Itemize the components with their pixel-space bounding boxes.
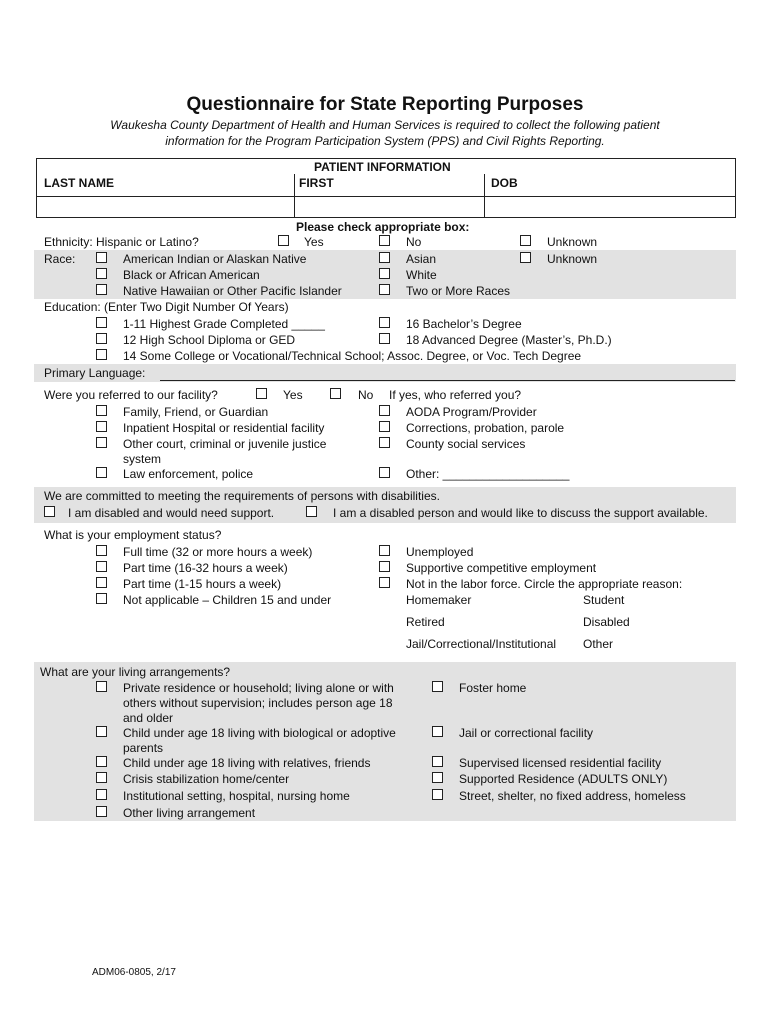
employment-checkbox[interactable] [96, 545, 107, 556]
referral-source-checkbox[interactable] [96, 405, 107, 416]
ethnicity-yes-checkbox[interactable] [278, 235, 289, 246]
living-checkbox[interactable] [96, 789, 107, 800]
education-checkbox[interactable] [96, 333, 107, 344]
education-checkbox[interactable] [96, 349, 107, 360]
disability-support-label: I am disabled and would need support. [68, 506, 275, 520]
employment-reason[interactable]: Disabled [583, 615, 630, 629]
employment-checkbox[interactable] [96, 593, 107, 604]
patient-info-header: PATIENT INFORMATION [314, 160, 451, 174]
living-option: Private residence or household; living alone or with others without supervision; includes person age 18 and older [123, 681, 394, 725]
education-checkbox[interactable] [379, 317, 390, 328]
living-checkbox[interactable] [96, 726, 107, 737]
education-label: Education: (Enter Two Digit Number Of Years) [44, 300, 289, 314]
employment-reason[interactable]: Student [583, 593, 625, 607]
living-option: Foster home [459, 681, 527, 695]
last-name-label: LAST NAME [44, 176, 114, 190]
living-checkbox[interactable] [96, 806, 107, 817]
dob-field[interactable] [488, 199, 732, 215]
first-name-field[interactable] [298, 199, 480, 215]
living-option: Other living arrangement [123, 806, 256, 820]
race-label: Race: [44, 252, 76, 266]
education-checkbox[interactable] [96, 317, 107, 328]
race-option: Native Hawaiian or Other Pacific Islander [123, 284, 342, 298]
instructions: Please check appropriate box: [296, 220, 470, 234]
race-checkbox[interactable] [96, 284, 107, 295]
race-option: Two or More Races [406, 284, 511, 298]
race-option: Asian [406, 252, 437, 266]
ethnicity-no-label: No [406, 235, 422, 249]
primary-language-label: Primary Language: [44, 366, 146, 380]
referral-other-field[interactable]: Other: ___________________ [406, 467, 570, 481]
form-title: Questionnaire for State Reporting Purposes [186, 94, 584, 115]
education-option: 14 Some College or Vocational/Technical School; Assoc. Degree, or Voc. Tech Degree [123, 349, 582, 363]
living-checkbox[interactable] [96, 681, 107, 692]
employment-option: Part time (16-32 hours a week) [123, 561, 288, 575]
subtitle-line-1: Waukesha County Department of Health and Human Services is required to collect the following patient [110, 118, 660, 132]
education-option: 1-11 Highest Grade Completed _____ [123, 317, 325, 331]
ethnicity-no-checkbox[interactable] [379, 235, 390, 246]
race-option: American Indian or Alaskan Native [123, 252, 307, 266]
employment-reason[interactable]: Other [583, 637, 614, 651]
employment-checkbox[interactable] [96, 577, 107, 588]
living-checkbox[interactable] [96, 772, 107, 783]
referral-source: AODA Program/Provider [406, 405, 537, 419]
living-option: Child under age 18 living with biological or adoptive parents [123, 726, 396, 755]
employment-reason[interactable]: Jail/Correctional/Institutional [406, 637, 557, 651]
referral-source: Other court, criminal or juvenile justice system [123, 437, 327, 466]
dob-label: DOB [491, 176, 518, 190]
race-checkbox[interactable] [96, 268, 107, 279]
referral-source-checkbox[interactable] [379, 405, 390, 416]
referral-source: Law enforcement, police [123, 467, 254, 481]
disability-statement: We are committed to meeting the requirements of persons with disabilities. [44, 489, 440, 503]
race-option: Black or African American [123, 268, 260, 282]
race-unknown-checkbox[interactable] [520, 252, 531, 263]
referral-yes-label: Yes [283, 388, 303, 402]
living-checkbox[interactable] [432, 726, 443, 737]
living-checkbox[interactable] [96, 756, 107, 767]
education-checkbox[interactable] [379, 333, 390, 344]
employment-option: Full time (32 or more hours a week) [123, 545, 313, 559]
living-option: Crisis stabilization home/center [123, 772, 290, 786]
living-option: Institutional setting, hospital, nursing home [123, 789, 350, 803]
education-option: 16 Bachelor’s Degree [406, 317, 522, 331]
living-question: What are your living arrangements? [40, 665, 231, 679]
race-option: White [406, 268, 437, 282]
race-checkbox[interactable] [379, 252, 390, 263]
referral-source: Corrections, probation, parole [406, 421, 565, 435]
referral-source-checkbox[interactable] [96, 467, 107, 478]
employment-option: Not in the labor force. Circle the appropriate reason: [406, 577, 683, 591]
education-option: 12 High School Diploma or GED [123, 333, 296, 347]
referral-source-checkbox[interactable] [379, 437, 390, 448]
ethnicity-unknown-label: Unknown [547, 235, 598, 249]
employment-option: Supportive competitive employment [406, 561, 597, 575]
referral-source-checkbox[interactable] [96, 437, 107, 448]
living-checkbox[interactable] [432, 681, 443, 692]
employment-checkbox[interactable] [379, 561, 390, 572]
referral-no-label: No [358, 388, 374, 402]
living-option: Child under age 18 living with relatives, friends [123, 756, 371, 770]
employment-checkbox[interactable] [96, 561, 107, 572]
living-checkbox[interactable] [432, 789, 443, 800]
referral-source-checkbox[interactable] [379, 421, 390, 432]
referral-who-label: If yes, who referred you? [389, 388, 522, 402]
employment-reason[interactable]: Homemaker [406, 593, 472, 607]
disability-support-checkbox[interactable] [44, 506, 55, 517]
referral-source: Family, Friend, or Guardian [123, 405, 269, 419]
living-checkbox[interactable] [432, 756, 443, 767]
referral-no-checkbox[interactable] [330, 388, 341, 399]
living-option: Street, shelter, no fixed address, homeless [459, 789, 686, 803]
employment-option: Part time (1-15 hours a week) [123, 577, 282, 591]
race-unknown-label: Unknown [547, 252, 598, 266]
first-name-label: FIRST [299, 176, 334, 190]
disability-discuss-label: I am a disabled person and would like to discuss the support available. [333, 506, 708, 520]
ethnicity-label: Ethnicity: Hispanic or Latino? [44, 235, 199, 249]
living-checkbox[interactable] [432, 772, 443, 783]
referral-question: Were you referred to our facility? [44, 388, 218, 402]
employment-option: Unemployed [406, 545, 474, 559]
living-option: Supervised licensed residential facility [459, 756, 662, 770]
race-checkbox[interactable] [379, 268, 390, 279]
form-number: ADM06-0805, 2/17 [92, 967, 176, 978]
ethnicity-yes-label: Yes [304, 235, 324, 249]
race-checkbox[interactable] [96, 252, 107, 263]
living-option: Supported Residence (ADULTS ONLY) [459, 772, 668, 786]
employment-checkbox[interactable] [379, 545, 390, 556]
employment-option: Not applicable – Children 15 and under [123, 593, 332, 607]
referral-source-checkbox[interactable] [96, 421, 107, 432]
disability-discuss-checkbox[interactable] [306, 506, 317, 517]
referral-source: County social services [406, 437, 526, 451]
last-name-field[interactable] [40, 199, 290, 215]
employment-reason[interactable]: Retired [406, 615, 445, 629]
race-checkbox[interactable] [379, 284, 390, 295]
employment-checkbox[interactable] [379, 577, 390, 588]
ethnicity-unknown-checkbox[interactable] [520, 235, 531, 246]
primary-language-field[interactable] [160, 366, 735, 381]
referral-other-checkbox[interactable] [379, 467, 390, 478]
education-option: 18 Advanced Degree (Master’s, Ph.D.) [406, 333, 612, 347]
referral-source: Inpatient Hospital or residential facility [123, 421, 325, 435]
subtitle-line-2: information for the Program Participation System (PPS) and Civil Rights Reporting. [165, 134, 605, 148]
employment-question: What is your employment status? [44, 528, 222, 542]
living-option: Jail or correctional facility [459, 726, 594, 740]
referral-yes-checkbox[interactable] [256, 388, 267, 399]
